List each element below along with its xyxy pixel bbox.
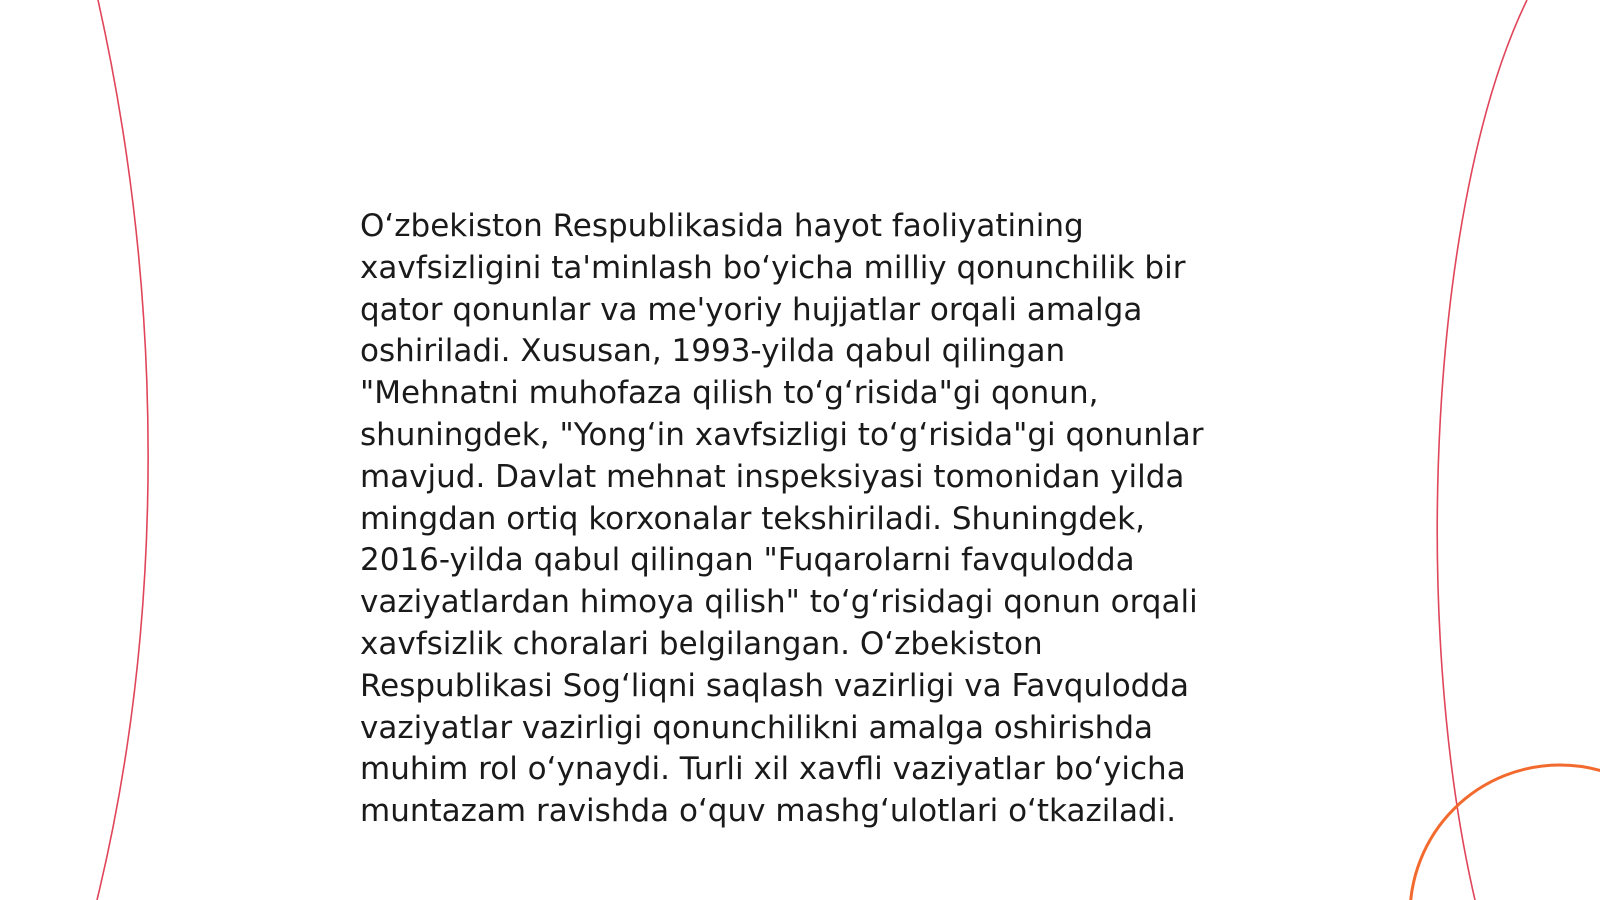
left-curve-line	[97, 0, 148, 900]
accent-circle-outline	[1410, 765, 1600, 900]
body-paragraph: O‘zbekiston Respublikasida hayot faoliyatining xavfsizligini ta'minlash bo‘yicha milliy qonunchilik bir qator qonunlar va me'yoriy hujjatlar orqali amalga oshiriladi. Xususan, 1993-yilda qabul qilingan "Mehnatni muhofaza qilish to‘g‘risida"gi qonun, shuningdek, "Yong‘in xavfsizligi to‘g‘risida"gi qonunlar mavjud. Davlat mehnat inspeksiyasi tomonidan yilda mingdan ortiq korxonalar tekshiriladi. Shuningdek, 2016-yilda qabul qilingan "Fuqarolarni favqulodda vaziyatlardan himoya qilish" to‘g‘risidagi qonun orqali xavfsizlik choralari belgilangan. O‘zbekiston Respublikasi Sog‘liqni saqlash vazirligi va Favqulodda vaziyatlar vazirligi qonunchilikni amalga oshirishda muhim rol o‘ynaydi. Turli xil xavfli vaziyatlar bo‘yicha muntazam ravishda o‘quv mashg‘ulotlari o‘tkaziladi.	[360, 208, 1204, 830]
right-curve-line	[1437, 0, 1527, 900]
